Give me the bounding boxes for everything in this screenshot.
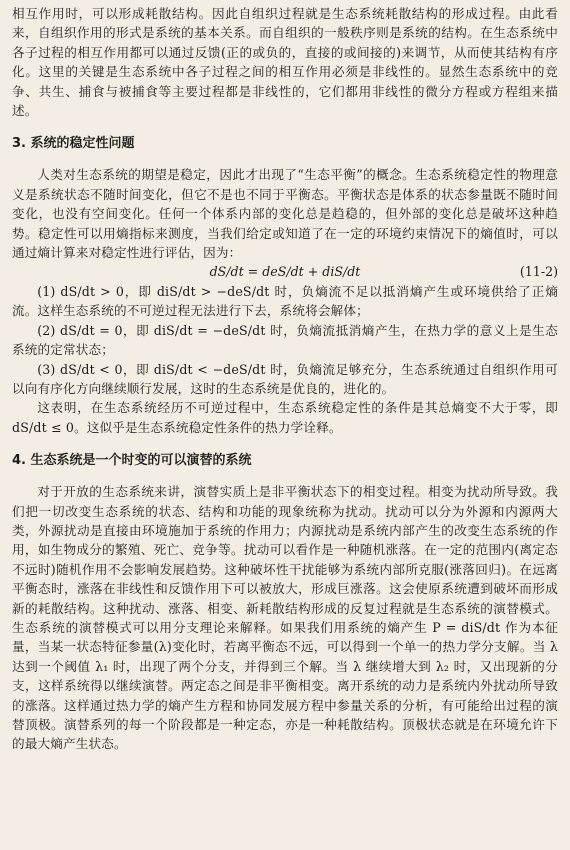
stability-conclusion: 这表明，在生态系统经历不可逆过程中，生态系统稳定性的条件是其总熵变不大于零，即 dS/dt ≤ 0。这似乎是生态系统稳定性条件的热力学诠释。 xyxy=(12,400,558,435)
equation-11-2 xyxy=(12,262,558,281)
equation-number: (11-2) xyxy=(519,264,558,280)
entropy-formula: dS/dt = deS/dt + diS/dt xyxy=(209,264,361,280)
section-4-heading: 4. 生态系统是一个时变的可以演替的系统 xyxy=(12,453,252,469)
stability-case-2: (2) dS/dt = 0，即 diS/dt = −deS/dt 时，负熵流抵消熵产生，在热力学的意义上是生态系统的定常状态； xyxy=(12,322,558,358)
section-3-heading: 3. 系统的稳定性问题 xyxy=(12,136,135,152)
section-3-paragraph: 人类对生态系统的期望是稳定，因此才出现了“生态平衡”的概念。生态系统稳定性的物理意义是系统状态不随时间变化，但它不是也不同于平衡态。平衡状态是体系的状态参量既不随时间变化，也没有空间变化。任何一个体系内部的变化总是趋稳的，但外部的变化总是破坏这种趋势。稳定性可以用熵指标来测度，当我们给定或知道了在一定的环境约束情况下的熵值时，可以通过熵计算来对稳定性进行评估，因为： xyxy=(12,167,558,261)
stability-case-1: (1) dS/dt > 0，即 diS/dt > −deS/dt 时，负熵流不足以抵消熵产生或环境供给了正熵流。这样生态系统的不可逆过程无法进行下去，系统将会解体； xyxy=(12,283,558,319)
intro-paragraph: 相互作用时，可以形成耗散结构。因此自组织过程就是生态系统耗散结构的形成过程。由此看来，自组织作用的形式是系统的基本关系。而自组织的一般秩序则是系统的结构。在生态系统中各子过程的相互作用都可以通过反馈(正的或负的，直接的或间接的)来调节，从而使其结构有序化。这里的关键是生态系统中各子过程之间的相互作用必须是非线性的。显然生态系统中的竞争、共生、捕食与被捕食等主要过程都是非线性的，它们都用非线性的微分方程或方程组来描述。 xyxy=(12,6,558,119)
stability-case-3: (3) dS/dt < 0，即 diS/dt < −deS/dt 时，负熵流足够充分，生态系统通过自组织作用可以向有序化方向继续顺行发展，这时的生态系统是优良的，进化的。 xyxy=(12,361,558,396)
section-4-paragraph: 对于开放的生态系统来讲，演替实质上是非平衡状态下的相变过程。相变为扰动所导致。我们把一切改变生态系统的状态、结构和功能的现象统称为扰动。扰动可以分为外源和内源两大类，外源扰动是直接由环境施加于系统的作用力；内源扰动是系统内部产生的改变生态系统的作用，如生物成分的繁殖、死亡、竞争等。扰动可以看作是一种随机涨落。在一定的范围内(离定态不远时)随机作用不会影响发展趋势。这种破坏性干扰能够为系统内部所克服(涨落回归)。在远离平衡态时，涨落在非线性和反馈作用下可以被放大，形成巨涨落。这会使原系统遭到破坏而形成新的耗散结构。这种扰动、涨落、相变、新耗散结构形成的反复过程就是生态系统的演替模式。生态系统的演替模式可以用分支理论来解释。如果我们用系统的熵产生 P = diS/dt 作为本征量，当某一状态特征参量(λ)变化时，若离平衡态不远，可以得到一个单一的热力学分支解。当 λ 达到一个阈值 λ₁ 时，出现了两个分支，并得到三个解。当 λ 继续增大到 λ₂ 时，又出现新的分支，这样系统得以继续演替。两定态之间是非平衡相变。离开系统的动力是系统内外扰动所导致的涨落。这样通过热力学的熵产生方程和协同发展方程中参量关系的分析，有可能给出过程的演替顶极。演替系列的每一个阶段都是一种定态，亦是一种耗散结构。顶极状态就是在环境允许下的最大熵产生状态。 xyxy=(12,484,558,752)
